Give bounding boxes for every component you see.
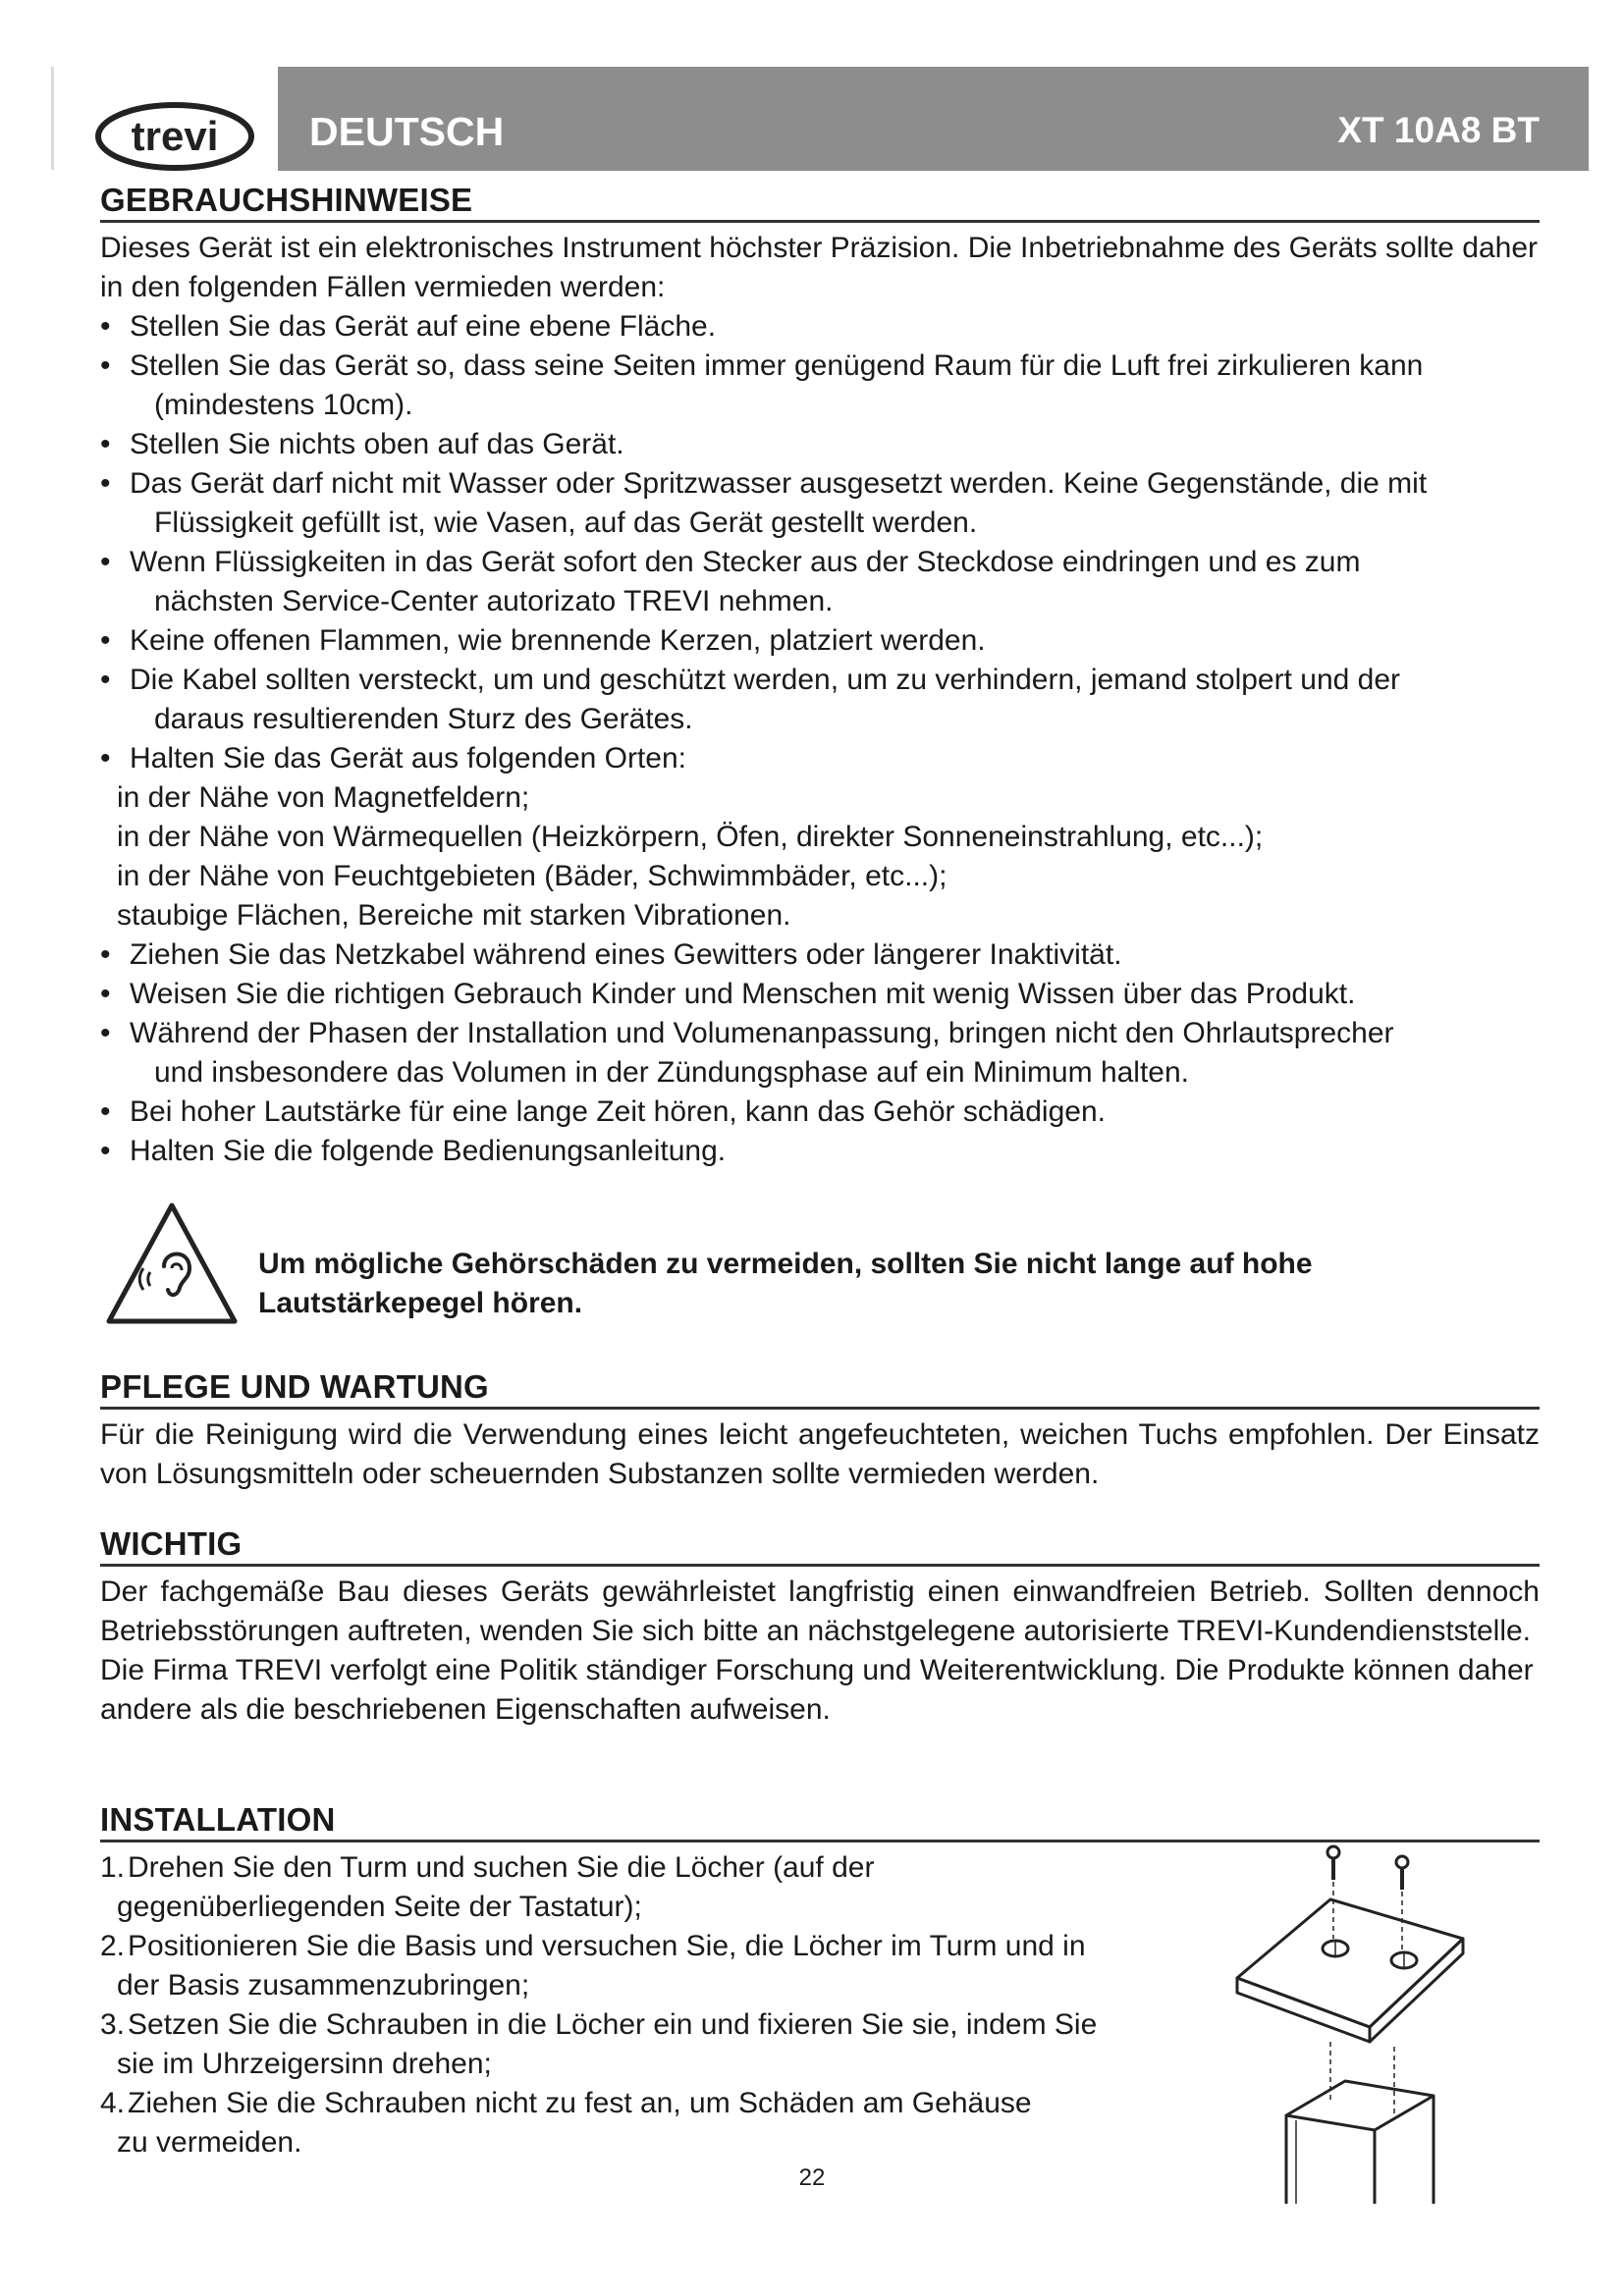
list-item: • Halten Sie das Gerät aus folgenden Orten:: [100, 739, 1540, 778]
list-item: • Die Kabel sollten versteckt, um und geschützt werden, um zu verhindern, jemand stolpert und der daraus resultierenden Sturz des Gerätes.: [100, 661, 1540, 739]
important-text-2: Die Firma TREVI verfolgt eine Politik ständiger Forschung und Weiterentwicklung. Die Produkte können daher andere als die beschriebenen Eigenschaften aufweisen.: [100, 1654, 1534, 1726]
care-section: [100, 1369, 1540, 1494]
screw-icon: [1327, 1846, 1339, 1939]
list-item: • Stellen Sie nichts oben auf das Gerät.: [100, 425, 1540, 464]
usage-list-2: [100, 935, 1540, 1171]
list-item: • Das Gerät darf nicht mit Wasser oder Spritzwasser ausgesetzt werden. Keine Gegenstände, die mit Flüssigkeit gefüllt ist, wie Vasen, auf das Gerät gestellt werden.: [100, 464, 1540, 543]
place-item: staubige Flächen, Bereiche mit starken Vibrationen.: [117, 899, 791, 932]
logo-text: trevi: [131, 113, 219, 159]
important-text-1: Der fachgemäße Bau dieses Geräts gewährleistet langfristig einen einwandfreien Betrieb. Sollten dennoch Betriebsstörungen auftreten, wenden Sie sich bitte an nächstgelegene autorisierte TREVI-Kundendienststelle.: [100, 1575, 1540, 1647]
list-item: • Ziehen Sie das Netzkabel während eines Gewitters oder längerer Inaktivität.: [100, 935, 1540, 975]
place-item: in der Nähe von Wärmequellen (Heizkörpern, Öfen, direkter Sonneneinstrahlung, etc...);: [117, 821, 1264, 853]
place-item: in der Nähe von Feuchtgebieten (Bäder, Schwimmbäder, etc...);: [117, 860, 947, 892]
step-item: 2.Positionieren Sie die Basis und versuchen Sie, die Löcher im Turm und in der Basis zusammenzubringen;: [100, 1930, 1086, 2002]
list-item: • Bei hoher Lautstärke für eine lange Zeit hören, kann das Gehör schädigen.: [100, 1093, 1540, 1132]
usage-heading: GEBRAUCHSHINWEISE: [100, 183, 1540, 223]
care-heading: PFLEGE UND WARTUNG: [100, 1369, 1540, 1410]
list-item: • Stellen Sie das Gerät so, dass seine Seiten immer genügend Raum für die Luft frei zirkulieren kann (mindestens 10cm).: [100, 347, 1540, 425]
installation-heading: INSTALLATION: [100, 1802, 1540, 1842]
step-item: 1.Drehen Sie den Turm und suchen Sie die Löcher (auf der gegenüberliegenden Seite der Tastatur);: [100, 1851, 875, 1923]
language-label: DEUTSCH: [309, 109, 505, 154]
trevi-logo: [95, 102, 254, 171]
installation-steps: [100, 1848, 1210, 2163]
list-item: • Stellen Sie das Gerät auf eine ebene Fläche.: [100, 307, 1540, 347]
usage-intro: Dieses Gerät ist ein elektronisches Instrument höchster Präzision. Die Inbetriebnahme des Geräts sollte daher in den folgenden Fällen vermieden werden:: [100, 232, 1539, 303]
hearing-warning-icon: [103, 1200, 241, 1329]
page-number: 22: [798, 2164, 826, 2191]
care-text: Für die Reinigung wird die Verwendung eines leicht angefeuchteten, weichen Tuchs empfohlen. Der Einsatz von Lösungsmitteln oder scheuernden Substanzen sollte vermieden werden.: [100, 1418, 1540, 1490]
usage-list: [100, 307, 1540, 778]
important-section: [100, 1526, 1540, 1730]
model-label: XT 10A8 BT: [1337, 110, 1540, 150]
important-heading: WICHTIG: [100, 1526, 1540, 1567]
header-bar: [278, 67, 1589, 171]
step-item: 4.Ziehen Sie die Schrauben nicht zu fest an, um Schäden am Gehäuse zu vermeiden.: [100, 2087, 1032, 2159]
step-item: 3.Setzen Sie die Schrauben in die Löcher ein und fixieren Sie sie, indem Sie sie im Uhrzeigersinn drehen;: [100, 2008, 1098, 2080]
place-item: in der Nähe von Magnetfeldern;: [117, 781, 530, 814]
list-item: • Während der Phasen der Installation und Volumenanpassung, bringen nicht den Ohrlautsprecher und insbesondere das Volumen in der Zündungsphase auf ein Minimum halten.: [100, 1014, 1540, 1093]
list-item: • Wenn Flüssigkeiten in das Gerät sofort den Stecker aus der Steckdose eindringen und es zum nächsten Service-Center autorizato TREVI nehmen.: [100, 543, 1540, 621]
screw-icon: [1396, 1856, 1408, 1952]
list-item: • Halten Sie die folgende Bedienungsanleitung.: [100, 1132, 1540, 1171]
installation-illustration: [1218, 1831, 1512, 2204]
hearing-warning-text: Um mögliche Gehörschäden zu vermeiden, sollten Sie nicht lange auf hohe Lautstärkepegel hören.: [258, 1248, 1313, 1319]
list-item: • Keine offenen Flammen, wie brennende Kerzen, platziert werden.: [100, 621, 1540, 661]
list-item: • Weisen Sie die richtigen Gebrauch Kinder und Menschen mit wenig Wissen über das Produkt.: [100, 975, 1540, 1014]
hearing-warning: [103, 1200, 1380, 1329]
usage-section: [100, 183, 1540, 1171]
page-edge-line: [51, 67, 54, 170]
